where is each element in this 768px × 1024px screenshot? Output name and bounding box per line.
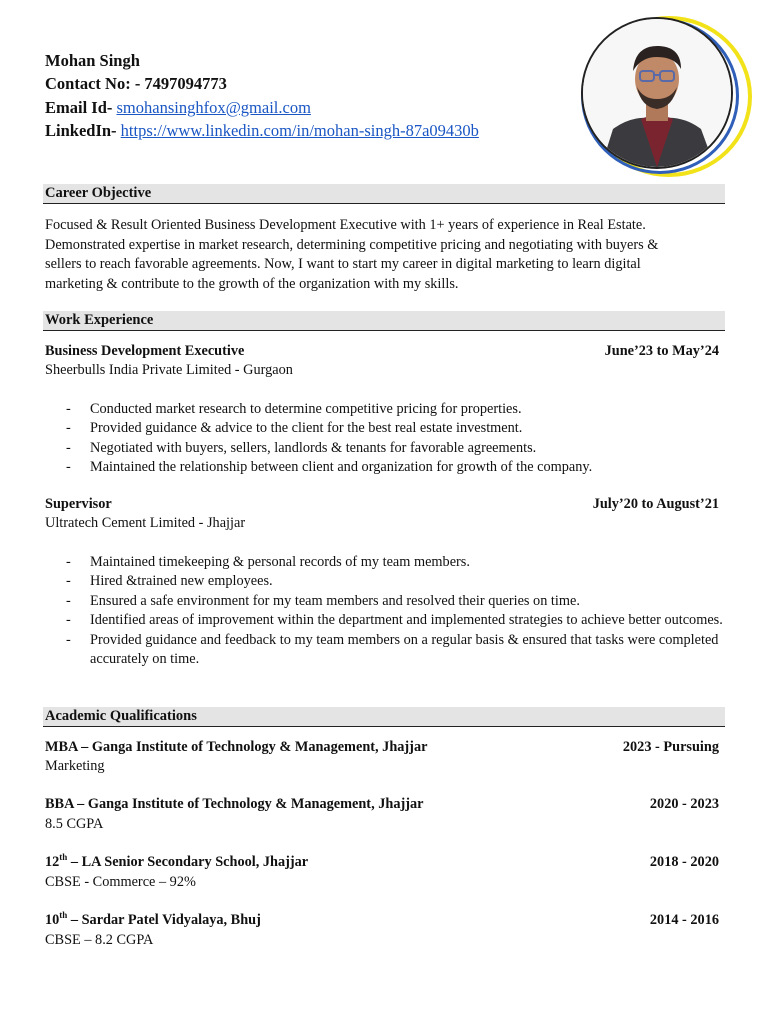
education-header bbox=[45, 739, 719, 756]
list-item: - Conducted market research to determine competitive pricing for properties. bbox=[66, 401, 522, 417]
contact-number: Contact No: - 7497094773 bbox=[45, 74, 227, 94]
objective-line: Demonstrated expertise in market research, determining competitive pricing and negotiating with buyers & bbox=[45, 236, 659, 253]
degree-detail: 8.5 CGPA bbox=[45, 816, 104, 832]
list-item: - Provided guidance and feedback to my team members on a regular basis & ensured that tasks were completed accurately on time. bbox=[66, 631, 719, 668]
email-line bbox=[45, 96, 479, 119]
job-dates: July’20 to August’21 bbox=[592, 496, 719, 512]
objective-line: sellers to reach favorable agreements. Now, I want to start my career in digital marketing to learn digital bbox=[45, 256, 641, 272]
section-title: Academic Qualifications bbox=[45, 708, 197, 724]
degree-dates: 2018 - 2020 bbox=[649, 854, 719, 870]
section-career-objective bbox=[43, 184, 725, 204]
job-company: Sheerbulls India Private Limited - Gurgaon bbox=[45, 362, 293, 378]
job-dates: June’23 to May’24 bbox=[604, 343, 719, 359]
degree-title: BBA – Ganga Institute of Technology & Management, Jhajjar bbox=[45, 796, 424, 812]
linkedin-line bbox=[45, 119, 479, 142]
degree-detail: CBSE - Commerce – 92% bbox=[45, 874, 196, 890]
section-academic bbox=[43, 707, 725, 727]
list-item: - Maintained the relationship between client and organization for growth of the company. bbox=[66, 459, 593, 476]
job-header bbox=[45, 496, 719, 513]
job-company: Ultratech Cement Limited - Jhajjar bbox=[45, 515, 246, 531]
degree-dates: 2014 - 2016 bbox=[649, 912, 719, 928]
degree-dates: 2020 - 2023 bbox=[649, 796, 719, 812]
linkedin-link[interactable]: https://www.linkedin.com/in/mohan-singh-87a09430b bbox=[120, 120, 479, 140]
section-title: Career Objective bbox=[45, 185, 152, 201]
list-item: - Maintained timekeeping & personal records of my team members. bbox=[66, 554, 470, 570]
list-item: - Provided guidance & advice to the client for the best real estate investment. bbox=[66, 420, 523, 437]
degree-title: MBA – Ganga Institute of Technology & Management, Jhajjar bbox=[45, 739, 428, 755]
education-header bbox=[45, 912, 719, 929]
objective-paragraph bbox=[45, 216, 725, 294]
job-bullets bbox=[45, 553, 725, 669]
email-label: Email Id- bbox=[45, 97, 117, 117]
job-bullets bbox=[45, 400, 725, 478]
degree-title: 12th – LA Senior Secondary School, Jhajjar bbox=[45, 852, 309, 870]
candidate-name: Mohan Singh bbox=[45, 51, 140, 70]
profile-photo-frame bbox=[576, 14, 748, 172]
objective-line: marketing & contribute to the growth of the organization with my skills. bbox=[45, 275, 459, 292]
job-title: Business Development Executive bbox=[45, 343, 245, 359]
job-title: Supervisor bbox=[45, 496, 112, 512]
contact-header bbox=[45, 49, 479, 142]
degree-dates: 2023 - Pursuing bbox=[622, 739, 719, 755]
list-item: - Ensured a safe environment for my team members and resolved their queries on time. bbox=[66, 592, 580, 609]
degree-title: 10th – Sardar Patel Vidyalaya, Bhuj bbox=[45, 910, 261, 928]
education-header bbox=[45, 796, 719, 813]
section-title: Work Experience bbox=[45, 312, 154, 328]
linkedin-label: LinkedIn- bbox=[45, 120, 121, 140]
job-header bbox=[45, 343, 719, 360]
profile-photo bbox=[581, 17, 733, 169]
list-item: - Identified areas of improvement within the department and implemented strategies to achieve better outcomes. bbox=[66, 612, 723, 629]
degree-detail: Marketing bbox=[45, 758, 105, 774]
email-link[interactable]: smohansinghfox@gmail.com bbox=[116, 97, 311, 117]
section-work-experience bbox=[43, 311, 725, 331]
objective-line: Focused & Result Oriented Business Development Executive with 1+ years of experience in Real Estate. bbox=[45, 217, 646, 233]
degree-detail: CBSE – 8.2 CGPA bbox=[45, 932, 154, 948]
education-header bbox=[45, 854, 719, 871]
list-item: - Negotiated with buyers, sellers, landlords & tenants for favorable agreements. bbox=[66, 439, 537, 456]
list-item: - Hired &trained new employees. bbox=[66, 573, 273, 590]
